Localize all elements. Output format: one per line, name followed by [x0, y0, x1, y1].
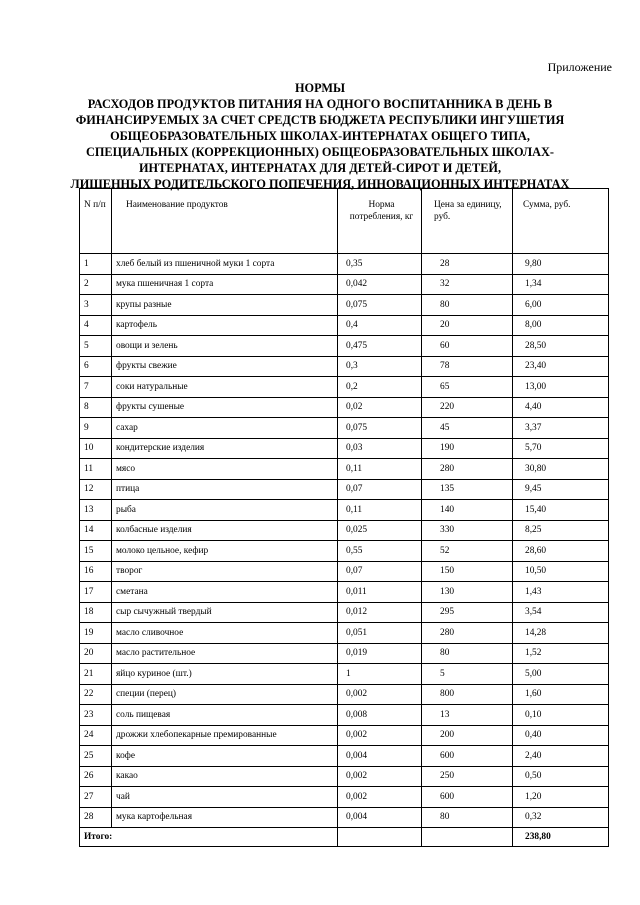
- table-row: [80, 356, 609, 377]
- row-sum: 8,25: [513, 520, 609, 541]
- consumption-norm: 0,004: [338, 807, 422, 828]
- row-sum: 5,70: [513, 438, 609, 459]
- unit-price: 65: [422, 377, 513, 398]
- row-sum: 28,60: [513, 541, 609, 562]
- product-name: молоко цельное, кефир: [112, 541, 338, 562]
- consumption-norm: 0,002: [338, 684, 422, 705]
- product-name: мука пшеничная 1 сорта: [112, 274, 338, 295]
- consumption-norm: 0,11: [338, 459, 422, 480]
- consumption-norm: 0,075: [338, 418, 422, 439]
- unit-price: 295: [422, 602, 513, 623]
- consumption-norm: 0,008: [338, 705, 422, 726]
- row-sum: 0,32: [513, 807, 609, 828]
- product-name: мука картофельная: [112, 807, 338, 828]
- unit-price: 52: [422, 541, 513, 562]
- row-number: 9: [80, 418, 112, 439]
- product-name: соль пищевая: [112, 705, 338, 726]
- consumption-norm: 0,004: [338, 746, 422, 767]
- header-sum: Сумма, руб.: [513, 189, 609, 254]
- product-name: овощи и зелень: [112, 336, 338, 357]
- consumption-norm: 0,042: [338, 274, 422, 295]
- consumption-norm: 0,475: [338, 336, 422, 357]
- unit-price: 280: [422, 459, 513, 480]
- total-empty-cell: [338, 828, 422, 847]
- product-name: соки натуральные: [112, 377, 338, 398]
- row-number: 20: [80, 643, 112, 664]
- total-value: 238,80: [513, 828, 609, 847]
- row-number: 19: [80, 623, 112, 644]
- unit-price: 135: [422, 479, 513, 500]
- table-row: [80, 623, 609, 644]
- row-sum: 1,43: [513, 582, 609, 603]
- row-sum: 0,50: [513, 766, 609, 787]
- table-row: [80, 500, 609, 521]
- consumption-norm: 0,07: [338, 479, 422, 500]
- table-row: [80, 807, 609, 828]
- table-row: [80, 705, 609, 726]
- product-name: масло сливочное: [112, 623, 338, 644]
- title-line: РАСХОДОВ ПРОДУКТОВ ПИТАНИЯ НА ОДНОГО ВОСПИТАННИКА В ДЕНЬ В: [87, 97, 553, 111]
- product-name: творог: [112, 561, 338, 582]
- product-name: масло растительное: [112, 643, 338, 664]
- consumption-norm: 0,55: [338, 541, 422, 562]
- unit-price: 250: [422, 766, 513, 787]
- row-sum: 9,80: [513, 254, 609, 275]
- row-number: 26: [80, 766, 112, 787]
- consumption-norm: 0,07: [338, 561, 422, 582]
- row-sum: 3,54: [513, 602, 609, 623]
- row-number: 15: [80, 541, 112, 562]
- product-name: кондитерские изделия: [112, 438, 338, 459]
- product-name: картофель: [112, 315, 338, 336]
- row-sum: 15,40: [513, 500, 609, 521]
- unit-price: 45: [422, 418, 513, 439]
- table-row: [80, 561, 609, 582]
- consumption-norm: 0,35: [338, 254, 422, 275]
- row-sum: 28,50: [513, 336, 609, 357]
- table-row: [80, 746, 609, 767]
- row-number: 18: [80, 602, 112, 623]
- row-number: 2: [80, 274, 112, 295]
- consumption-norm: 0,2: [338, 377, 422, 398]
- consumption-norm: 0,025: [338, 520, 422, 541]
- table-row: [80, 418, 609, 439]
- product-name: кофе: [112, 746, 338, 767]
- total-row: [80, 828, 609, 847]
- total-empty-cell: [422, 828, 513, 847]
- title-line: ЛИШЕННЫХ РОДИТЕЛЬСКОГО ПОПЕЧЕНИЯ, ИННОВАЦИОННЫХ ИНТЕРНАТАХ: [70, 177, 570, 191]
- row-sum: 4,40: [513, 397, 609, 418]
- appendix-label: Приложение: [547, 60, 612, 74]
- product-name: сахар: [112, 418, 338, 439]
- consumption-norm: 0,075: [338, 295, 422, 316]
- table-row: [80, 254, 609, 275]
- row-sum: 0,40: [513, 725, 609, 746]
- title-line: СПЕЦИАЛЬНЫХ (КОРРЕКЦИОННЫХ) ОБЩЕОБРАЗОВАТЕЛЬНЫХ ШКОЛАХ-: [85, 145, 554, 159]
- table-row: [80, 725, 609, 746]
- unit-price: 80: [422, 807, 513, 828]
- row-number: 5: [80, 336, 112, 357]
- product-name: крупы разные: [112, 295, 338, 316]
- table-row: [80, 397, 609, 418]
- row-number: 11: [80, 459, 112, 480]
- row-sum: 6,00: [513, 295, 609, 316]
- unit-price: 32: [422, 274, 513, 295]
- row-sum: 1,60: [513, 684, 609, 705]
- row-sum: 8,00: [513, 315, 609, 336]
- unit-price: 280: [422, 623, 513, 644]
- consumption-norm: 0,02: [338, 397, 422, 418]
- table-row: [80, 787, 609, 808]
- consumption-norm: 0,002: [338, 725, 422, 746]
- product-name: чай: [112, 787, 338, 808]
- title-line: ОБЩЕОБРАЗОВАТЕЛЬНЫХ ШКОЛАХ-ИНТЕРНАТАХ ОБЩЕГО ТИПА,: [110, 129, 530, 143]
- product-name: дрожжи хлебопекарные премированные: [112, 725, 338, 746]
- row-number: 6: [80, 356, 112, 377]
- consumption-norm: 0,4: [338, 315, 422, 336]
- row-number: 10: [80, 438, 112, 459]
- table-row: [80, 295, 609, 316]
- row-number: 17: [80, 582, 112, 603]
- header-num: N п/п: [80, 189, 112, 254]
- unit-price: 220: [422, 397, 513, 418]
- unit-price: 60: [422, 336, 513, 357]
- header-norm: Норма потребления, кг: [338, 189, 422, 254]
- row-sum: 5,00: [513, 664, 609, 685]
- row-number: 4: [80, 315, 112, 336]
- product-name: рыба: [112, 500, 338, 521]
- table-row: [80, 438, 609, 459]
- row-number: 3: [80, 295, 112, 316]
- consumption-norm: 0,002: [338, 766, 422, 787]
- unit-price: 140: [422, 500, 513, 521]
- unit-price: 190: [422, 438, 513, 459]
- title-line: ИНТЕРНАТАХ, ИНТЕРНАТАХ ДЛЯ ДЕТЕЙ-СИРОТ И ДЕТЕЙ,: [138, 161, 502, 175]
- product-name: яйцо куриное (шт.): [112, 664, 338, 685]
- row-sum: 9,45: [513, 479, 609, 500]
- consumption-norm: 0,051: [338, 623, 422, 644]
- table-row: [80, 377, 609, 398]
- table-row: [80, 520, 609, 541]
- consumption-norm: 0,3: [338, 356, 422, 377]
- unit-price: 28: [422, 254, 513, 275]
- unit-price: 78: [422, 356, 513, 377]
- product-name: сыр сычужный твердый: [112, 602, 338, 623]
- table-row: [80, 315, 609, 336]
- unit-price: 330: [422, 520, 513, 541]
- row-number: 12: [80, 479, 112, 500]
- table-row: [80, 664, 609, 685]
- row-sum: 1,34: [513, 274, 609, 295]
- row-number: 1: [80, 254, 112, 275]
- product-name: фрукты свежие: [112, 356, 338, 377]
- row-sum: 3,37: [513, 418, 609, 439]
- table-row: [80, 336, 609, 357]
- unit-price: 5: [422, 664, 513, 685]
- table-row: [80, 541, 609, 562]
- row-number: 14: [80, 520, 112, 541]
- row-number: 24: [80, 725, 112, 746]
- row-number: 21: [80, 664, 112, 685]
- consumption-norm: 0,012: [338, 602, 422, 623]
- row-sum: 1,20: [513, 787, 609, 808]
- row-sum: 10,50: [513, 561, 609, 582]
- row-number: 23: [80, 705, 112, 726]
- document-title: [20, 80, 620, 192]
- table-header-row: [80, 189, 609, 254]
- row-number: 7: [80, 377, 112, 398]
- row-sum: 14,28: [513, 623, 609, 644]
- unit-price: 600: [422, 787, 513, 808]
- product-name: фрукты сушеные: [112, 397, 338, 418]
- product-name: мясо: [112, 459, 338, 480]
- header-price: Цена за единицу, руб.: [422, 189, 513, 254]
- row-sum: 30,80: [513, 459, 609, 480]
- unit-price: 20: [422, 315, 513, 336]
- table-row: [80, 459, 609, 480]
- unit-price: 13: [422, 705, 513, 726]
- product-name: какао: [112, 766, 338, 787]
- table-row: [80, 684, 609, 705]
- row-number: 13: [80, 500, 112, 521]
- total-label: Итого:: [80, 828, 338, 847]
- consumption-norm: 0,011: [338, 582, 422, 603]
- product-name: сметана: [112, 582, 338, 603]
- unit-price: 200: [422, 725, 513, 746]
- unit-price: 80: [422, 295, 513, 316]
- row-sum: 0,10: [513, 705, 609, 726]
- row-sum: 2,40: [513, 746, 609, 767]
- row-number: 8: [80, 397, 112, 418]
- unit-price: 150: [422, 561, 513, 582]
- row-sum: 1,52: [513, 643, 609, 664]
- table-row: [80, 479, 609, 500]
- table-row: [80, 274, 609, 295]
- consumption-norm: 0,03: [338, 438, 422, 459]
- consumption-norm: 0,019: [338, 643, 422, 664]
- row-number: 22: [80, 684, 112, 705]
- row-sum: 13,00: [513, 377, 609, 398]
- unit-price: 600: [422, 746, 513, 767]
- product-name: специи (перец): [112, 684, 338, 705]
- consumption-norm: 0,002: [338, 787, 422, 808]
- row-number: 25: [80, 746, 112, 767]
- row-number: 16: [80, 561, 112, 582]
- consumption-norm: 1: [338, 664, 422, 685]
- table-row: [80, 766, 609, 787]
- unit-price: 130: [422, 582, 513, 603]
- row-sum: 23,40: [513, 356, 609, 377]
- product-name: колбасные изделия: [112, 520, 338, 541]
- title-line: ФИНАНСИРУЕМЫХ ЗА СЧЕТ СРЕДСТВ БЮДЖЕТА РЕСПУБЛИКИ ИНГУШЕТИЯ: [75, 113, 565, 127]
- food-norms-table: [79, 188, 609, 847]
- row-number: 28: [80, 807, 112, 828]
- row-number: 27: [80, 787, 112, 808]
- table-row: [80, 602, 609, 623]
- table-row: [80, 643, 609, 664]
- unit-price: 80: [422, 643, 513, 664]
- product-name: хлеб белый из пшеничной муки 1 сорта: [112, 254, 338, 275]
- unit-price: 800: [422, 684, 513, 705]
- header-name: Наименование продуктов: [112, 189, 338, 254]
- table-row: [80, 582, 609, 603]
- product-name: птица: [112, 479, 338, 500]
- title-line: НОРМЫ: [294, 81, 346, 95]
- consumption-norm: 0,11: [338, 500, 422, 521]
